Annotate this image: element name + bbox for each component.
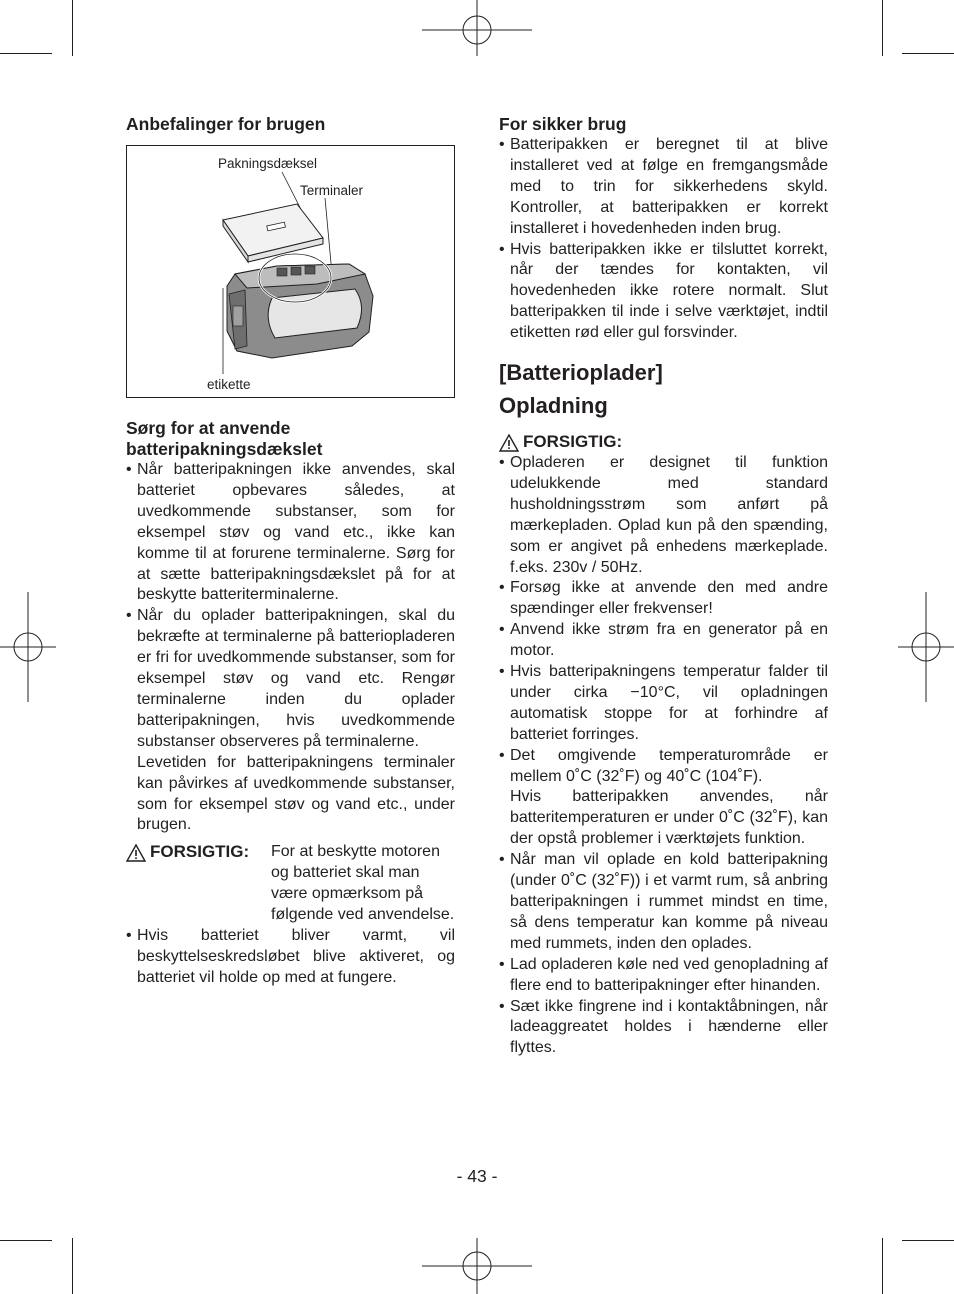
- bullet-dot: •: [499, 851, 505, 869]
- figure-label-etikette: etikette: [207, 377, 251, 392]
- heading-line: batteripakningsdækslet: [126, 439, 323, 459]
- bullet-text: Hvis batteripakken ikke er tilsluttet korrekt, når der tændes for kontakten, vil hovedenheden ikke rotere normalt. Slut batteripakken til inde i selve værktøjet, indtil etiketten rød eller gul forsvinder.: [510, 240, 828, 342]
- crop-mark: [882, 1238, 883, 1294]
- crop-mark: [902, 1240, 954, 1241]
- bullet-item: [499, 746, 828, 788]
- bullet-continuation: Hvis batteripakken anvendes, når batteritemperaturen er under 0˚C (32˚F), kan der opstå problemer i værktøjets funktion.: [510, 788, 828, 848]
- bullet-text: Sæt ikke fingrene ind i kontaktåbningen, når ladeaggreatet holdes i hænderne eller flyttes.: [510, 997, 828, 1057]
- crop-mark: [0, 53, 52, 54]
- bullet-text: Hvis batteriet bliver varmt, vil beskyttelseskredsløbet blive aktiveret, og batteriet vil holde op med at fungere.: [137, 926, 455, 986]
- bullet-text: Forsøg ikke at anvende den med andre spændinger eller frekvenser!: [510, 579, 828, 618]
- bullet-item: [499, 955, 828, 997]
- bullet-item: [499, 240, 828, 345]
- crop-mark: [72, 1238, 73, 1294]
- bullet-dot: •: [499, 453, 505, 471]
- bullet-item: [126, 606, 455, 752]
- caution-block: [126, 842, 455, 926]
- bullet-text: Anvend ikke strøm fra en generator på en motor.: [510, 621, 828, 660]
- left-column: [126, 113, 455, 989]
- caution-heading: [499, 432, 828, 453]
- figure-label-terminals: Terminaler: [300, 183, 364, 198]
- warning-triangle-icon: [499, 434, 519, 452]
- figure-label-cover: Pakningsdæksel: [218, 156, 318, 171]
- bullet-dot: •: [499, 746, 505, 764]
- section-heading: [126, 418, 455, 460]
- caution-text: For at beskytte motoren og batteriet skal man være opmærksom på følgende ved anvendelse.: [271, 843, 455, 924]
- bullet-item: [126, 926, 455, 989]
- bullet-item: [499, 662, 828, 746]
- bullet-dot: •: [126, 607, 132, 625]
- crop-mark: [902, 53, 954, 54]
- section-heading: Anbefalinger for brugen: [126, 114, 326, 134]
- bullet-dot: •: [499, 663, 505, 681]
- bullet-dot: •: [499, 997, 505, 1015]
- bullet-item: [499, 997, 828, 1060]
- bullet-text: Batteripakken er beregnet til at blive installeret ved at følge en fremgangsmåde med to trin for sikkerhedens skyld. Kontroller, at batteripakken er korrekt installeret i hovedenheden inden brug.: [510, 136, 828, 237]
- bullet-text: Hvis batteripakningens temperatur falder til under cirka −10°C, vil opladningen automatisk stoppe for at forhindre af batteriet forringes.: [510, 663, 828, 743]
- crop-mark: [72, 0, 73, 56]
- page-number: - 43 -: [456, 1166, 498, 1186]
- bullet-item: [499, 453, 828, 578]
- bullet-text: Når du oplader batteripakningen, skal du bekræfte at terminalerne på batteriopladeren er fri for uvedkommende substanser, som for eksempel støv og vand etc. Rengør terminalerne inden du oplader batteripakningen, hvis uvedkommende substanser observeres på terminalerne.: [137, 607, 455, 750]
- bullet-dot: •: [499, 955, 505, 973]
- caution-label: FORSIGTIG:: [150, 842, 250, 862]
- registration-mark: [422, 0, 532, 56]
- registration-mark: [0, 592, 56, 702]
- registration-mark: [898, 592, 954, 702]
- bullet-text: Når man vil oplade en kold batteripakning (under 0˚C (32˚F)) i et varmt rum, så anbring batteripakningen i rummet mindst en time, så dens temperatur kan komme på niveau med rummets, inden den oplades.: [510, 851, 828, 952]
- section-subtitle: Opladning: [499, 393, 608, 419]
- caution-list: [499, 453, 828, 1059]
- bullet-item: [499, 135, 828, 240]
- bullet-item: [499, 620, 828, 662]
- registration-mark: [422, 1238, 532, 1294]
- bullet-text: Når batteripakningen ikke anvendes, skal batteriet opbevares således, at uvedkommende substanser, som for eksempel støv og vand etc., ikke kan komme til at forurene terminalerne. Sørg for at sætte batteripakningsdækslet på for at beskytte batteriterminalerne.: [137, 461, 455, 604]
- bullet-dot: •: [126, 926, 132, 944]
- bullet-continuation: Levetiden for batteripakningens terminaler kan påvirkes af uvedkommende substanser, som for eksempel støv og vand etc., under brugen.: [137, 753, 455, 834]
- bullet-item: [499, 578, 828, 620]
- bullet-item: [126, 460, 455, 606]
- bullet-dot: •: [499, 136, 505, 153]
- bullet-text: Det omgivende temperaturområde er mellem 0˚C (32˚F) og 40˚C (104˚F).: [510, 746, 828, 785]
- crop-mark: [882, 0, 883, 56]
- warning-triangle-icon: [126, 844, 146, 862]
- bullet-dot: •: [499, 621, 505, 639]
- section-title: [Batterioplader]: [499, 360, 663, 386]
- heading-line: Sørg for at anvende: [126, 418, 291, 438]
- section-heading: For sikker brug: [499, 114, 627, 134]
- battery-figure: [126, 145, 455, 398]
- bullet-item: [499, 850, 828, 955]
- bullet-dot: •: [499, 240, 505, 258]
- battery-pack-illustration: [127, 146, 454, 397]
- caution-label: FORSIGTIG:: [523, 432, 623, 452]
- bullet-text: Lad opladeren køle ned ved genopladning af flere end to batteripakninger efter hinanden.: [510, 955, 828, 994]
- bullet-dot: •: [126, 461, 132, 478]
- right-column: [499, 113, 828, 1059]
- bullet-dot: •: [499, 579, 505, 597]
- crop-mark: [0, 1240, 52, 1241]
- caution-heading: [126, 842, 271, 926]
- bullet-text: Opladeren er designet til funktion udelukkende med standard husholdningsstrøm som anført på mærkepladen. Oplad kun på den spænding, som er angivet på enhedens mærkeplade. f.eks. 230v / 50Hz.: [510, 453, 828, 576]
